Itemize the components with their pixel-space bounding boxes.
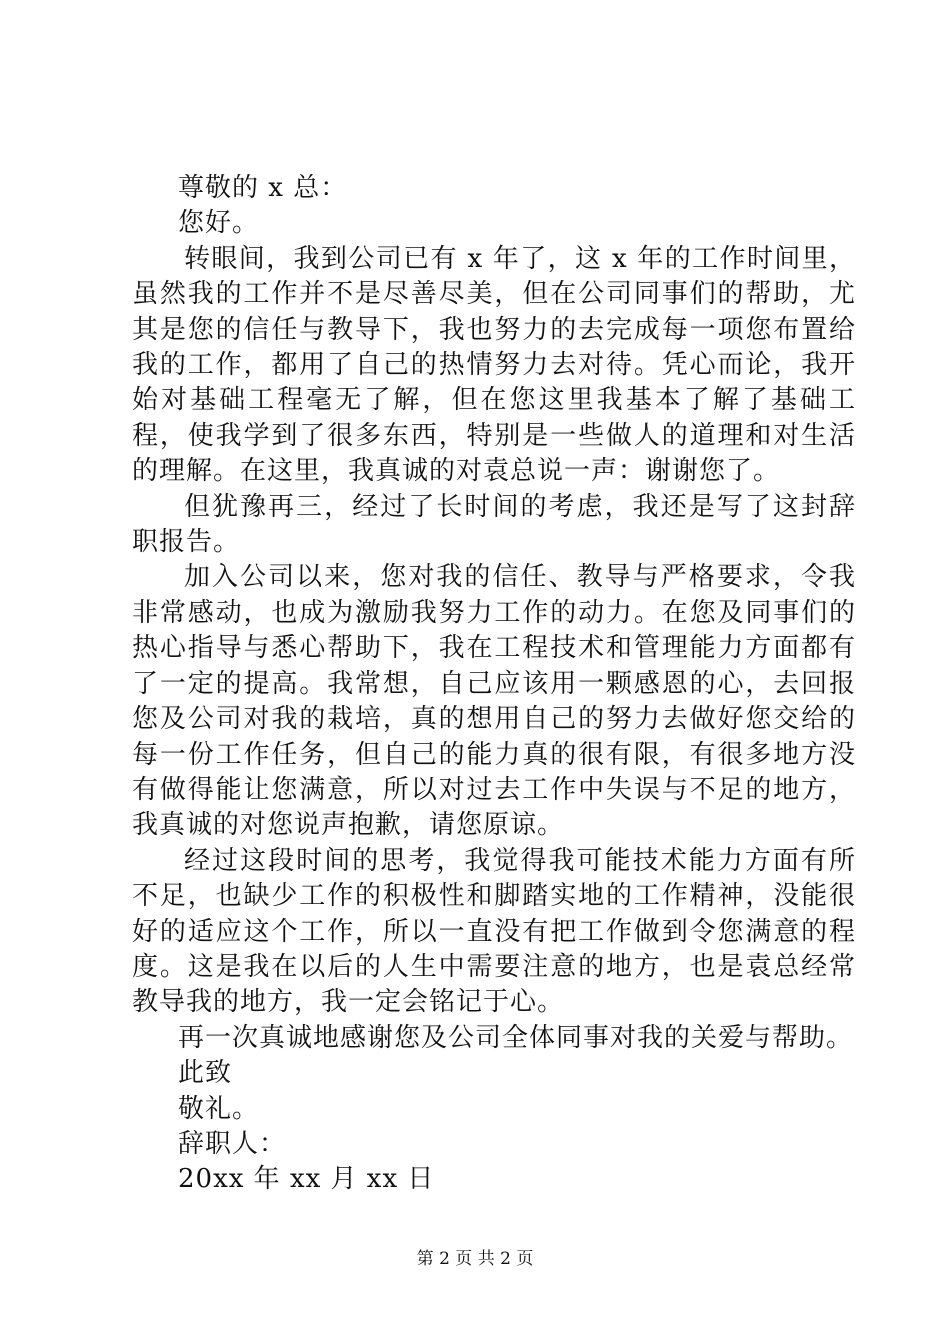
paragraph-3: 加入公司以来，您对我的信任、教导与严格要求，令我非常感动，也成为激励我努力工作的动力。在您及同事们的热心指导与悉心帮助下，我在工程技术和管理能力方面都有了一定的提高。我常想，自己应该用一颗感恩的心，去回报您及公司对我的栽培，真的想用自己的努力去做好您交给的每一份工作任务，但自己的能力真的很有限，有很多地方没有做得能让您满意，所以对过去工作中失误与不足的地方，我真诚的对您说声抱歉，请您原谅。 [132,562,856,841]
page-footer: 第 2 页 共 2 页 [416,1249,534,1269]
paragraph-2: 但犹豫再三，经过了长时间的考虑，我还是写了这封辞职报告。 [132,491,856,558]
letter-date: 20xx 年 xx 月 xx 日 [178,1164,435,1195]
greeting: 您好。 [178,208,260,239]
paragraph-1: 转眼间，我到公司已有 x 年了，这 x 年的工作时间里，虽然我的工作并不是尽善尽美，但在公司同事们的帮助，尤其是您的信任与教导下，我也努力的去完成每一项您布置给我的工作，都用了自己的热情努力去对待。凭心而论，我开始对基础工程毫无了解，但在您这里我基本了解了基础工程，使我学到了很多东西，特别是一些做人的道理和对生活的理解。在这里，我真诚的对袁总说一声：谢谢您了。 [132,243,856,487]
paragraph-4: 经过这段时间的思考，我觉得我可能技术能力方面有所不足，也缺少工作的积极性和脚踏实地的工作精神，没能很好的适应这个工作，所以一直没有把工作做到令您满意的程度。这是我在以后的人生中需要注意的地方，也是袁总经常教导我的地方，我一定会铭记于心。 [132,845,856,1018]
paragraph-5: 再一次真诚地感谢您及公司全体同事对我的关爱与帮助。 [178,1022,854,1053]
signature-label: 辞职人： [178,1128,287,1159]
letter-body [132,171,856,1198]
salutation: 尊敬的 x 总： [178,173,348,203]
closing-line-2: 敬礼。 [178,1093,260,1124]
closing-line-1: 此致 [178,1058,233,1089]
